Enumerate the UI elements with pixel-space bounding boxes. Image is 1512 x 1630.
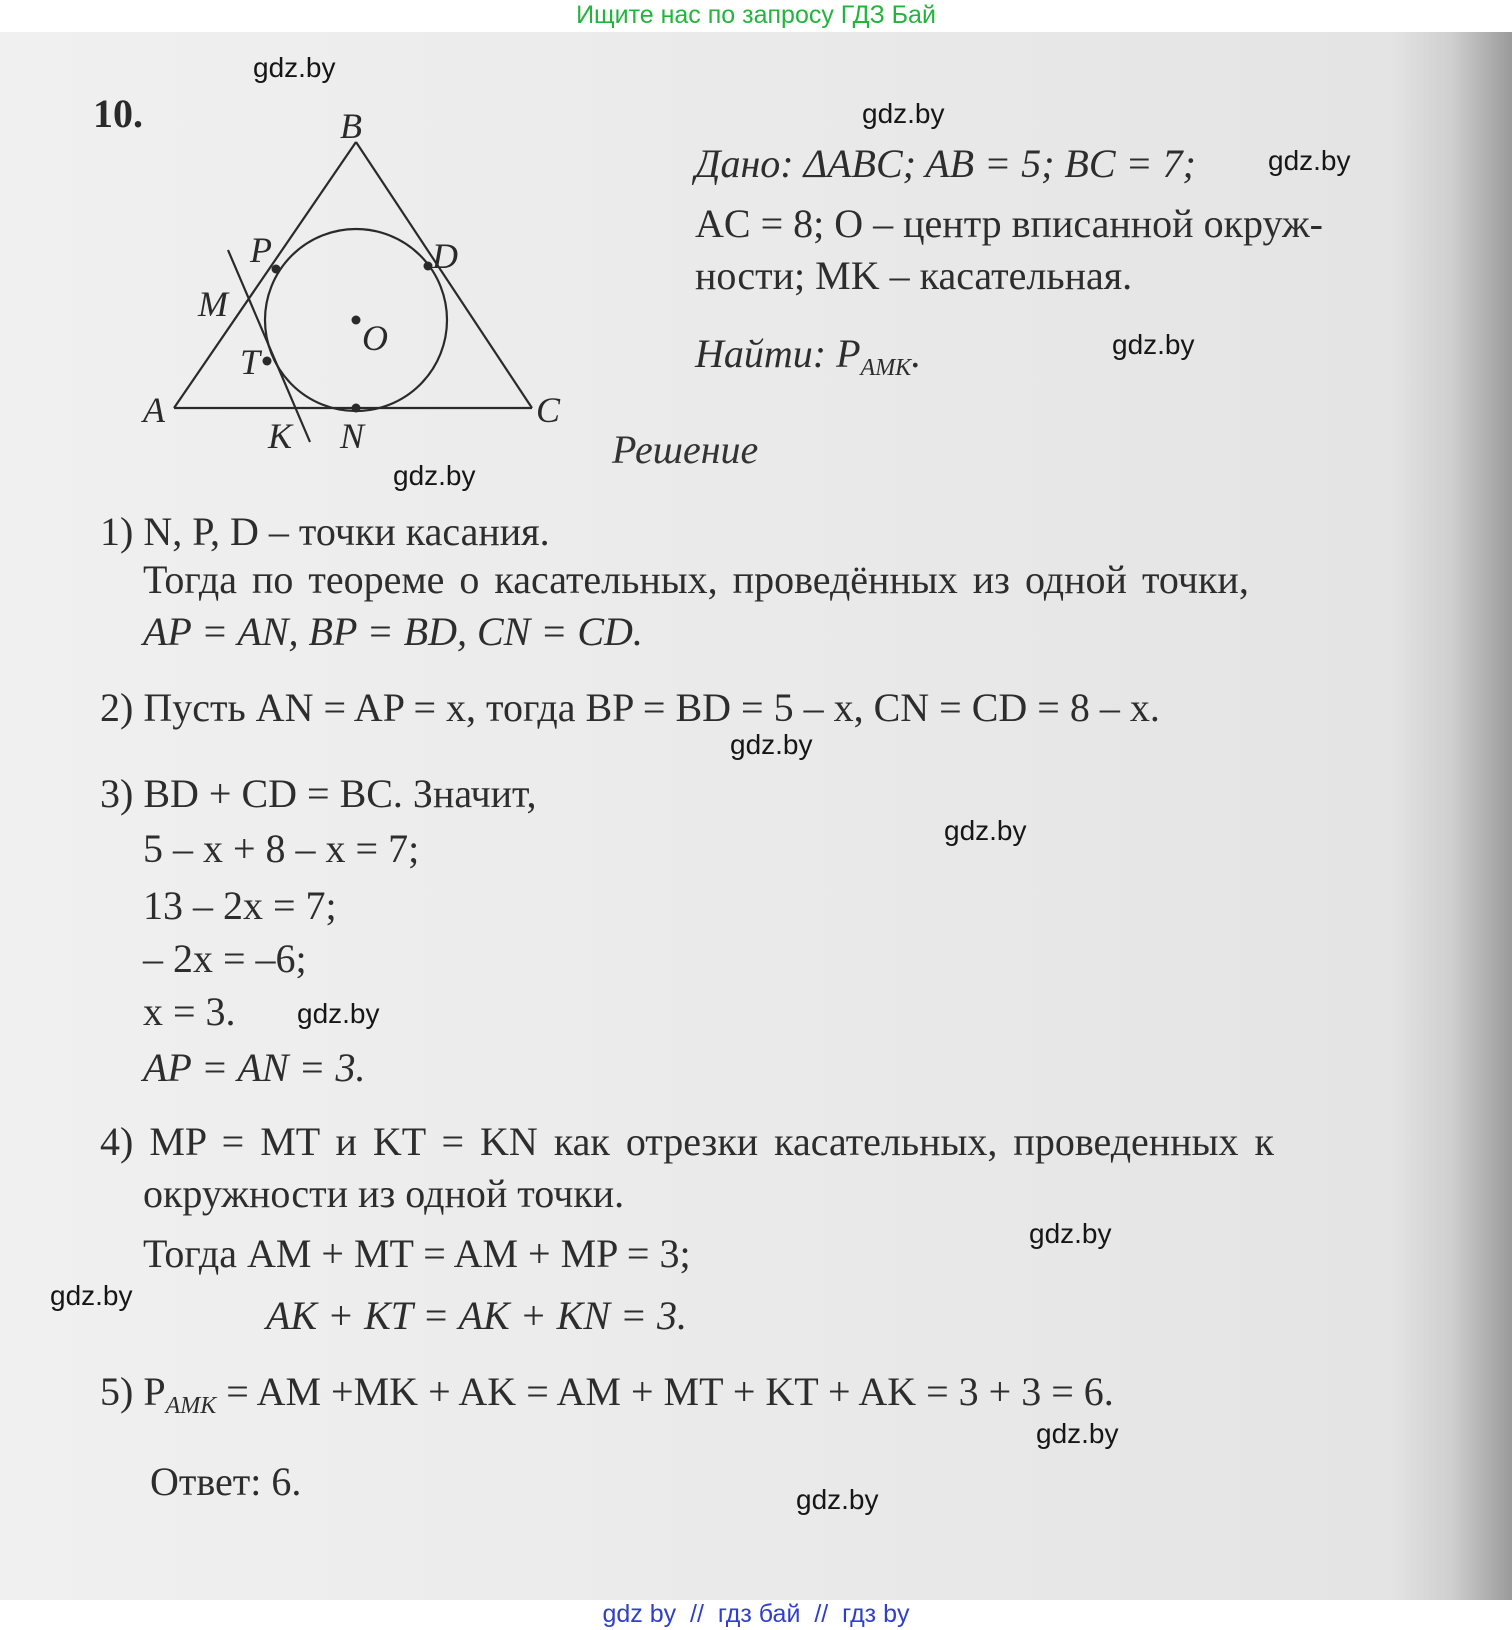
- point-P: [272, 265, 281, 274]
- point-O: [352, 316, 361, 325]
- label-C: C: [536, 390, 561, 430]
- label-A: A: [143, 390, 165, 430]
- step3-line3: 13 – 2x = 7;: [143, 883, 337, 928]
- problem-number: 10.: [93, 91, 143, 136]
- given-line-1: Дано: ΔABC; AB = 5; BC = 7;: [695, 141, 1196, 186]
- watermark: gdz.by: [50, 1280, 133, 1311]
- step2-line1: 2) Пусть AN = AP = x, тогда BP = BD = 5 – x, CN = CD = 8 – x.: [100, 685, 1160, 730]
- watermark: gdz.by: [1112, 329, 1195, 360]
- label-T: T: [240, 342, 261, 382]
- given-line-2: AC = 8; O – центр вписанной окруж-: [695, 201, 1323, 246]
- given-line-3: ности; MK – касательная.: [695, 253, 1133, 298]
- step3-line5: x = 3.: [143, 989, 236, 1034]
- label-O: O: [362, 318, 388, 358]
- answer-line: Ответ: 6.: [150, 1459, 302, 1504]
- find-subscript: AMK: [860, 355, 912, 381]
- solution-heading: Решение: [612, 427, 759, 472]
- find-label: Найти: P: [695, 331, 861, 376]
- point-T: [263, 357, 272, 366]
- step4-line2: окружности из одной точки.: [143, 1171, 625, 1216]
- step1-line3: AP = AN, BP = BD, CN = CD.: [143, 609, 643, 654]
- label-B: B: [340, 106, 362, 146]
- step3-line4: – 2x = –6;: [143, 936, 307, 981]
- label-P: P: [250, 230, 272, 270]
- watermark: gdz.by: [297, 998, 380, 1029]
- watermark: gdz.by: [796, 1484, 879, 1515]
- side-AB: [174, 142, 356, 408]
- top-banner: Ищите нас по запросу ГДЗ Бай: [0, 0, 1512, 32]
- step5-prefix: 5) P: [100, 1369, 166, 1414]
- step3-line6: AP = AN = 3.: [143, 1045, 366, 1090]
- find-end: .: [911, 331, 922, 376]
- point-N: [352, 404, 361, 413]
- step5-subscript: AMK: [165, 1393, 217, 1419]
- label-N: N: [340, 416, 365, 456]
- watermark: gdz.by: [944, 815, 1027, 846]
- step4-line4: AK + KT = AK + KN = 3.: [266, 1293, 688, 1338]
- label-M: M: [198, 284, 228, 324]
- step4-line3: Тогда AM + MT = AM + MP = 3;: [143, 1231, 691, 1276]
- watermark: gdz.by: [730, 729, 813, 760]
- bottom-banner: gdz by // гдз бай // гдз by: [0, 1600, 1512, 1630]
- watermark: gdz.by: [1029, 1218, 1112, 1249]
- watermark: gdz.by: [862, 98, 945, 129]
- step1-line2: Тогда по теореме о касательных, проведённых из одной точки,: [143, 557, 1249, 602]
- find-line: [695, 330, 921, 382]
- textbook-page: [0, 32, 1512, 1600]
- watermark: gdz.by: [253, 52, 336, 83]
- watermark: gdz.by: [1268, 145, 1351, 176]
- watermark: gdz.by: [393, 460, 476, 491]
- step5-rest: = AM +MK + AK = AM + MT + KT + AK = 3 + 3 = 6.: [216, 1369, 1114, 1414]
- step3-line1: 3) BD + CD = BC. Значит,: [100, 771, 537, 816]
- step1-line1: 1) N, P, D – точки касания.: [100, 509, 550, 554]
- step3-line2: 5 – x + 8 – x = 7;: [143, 826, 420, 871]
- watermark: gdz.by: [1036, 1418, 1119, 1449]
- step4-line1: 4) MP = MT и KT = KN как отрезки касательных, проведенных к: [100, 1119, 1274, 1164]
- label-K: K: [268, 416, 293, 456]
- step5-line: [100, 1368, 1114, 1420]
- label-D: D: [432, 236, 458, 276]
